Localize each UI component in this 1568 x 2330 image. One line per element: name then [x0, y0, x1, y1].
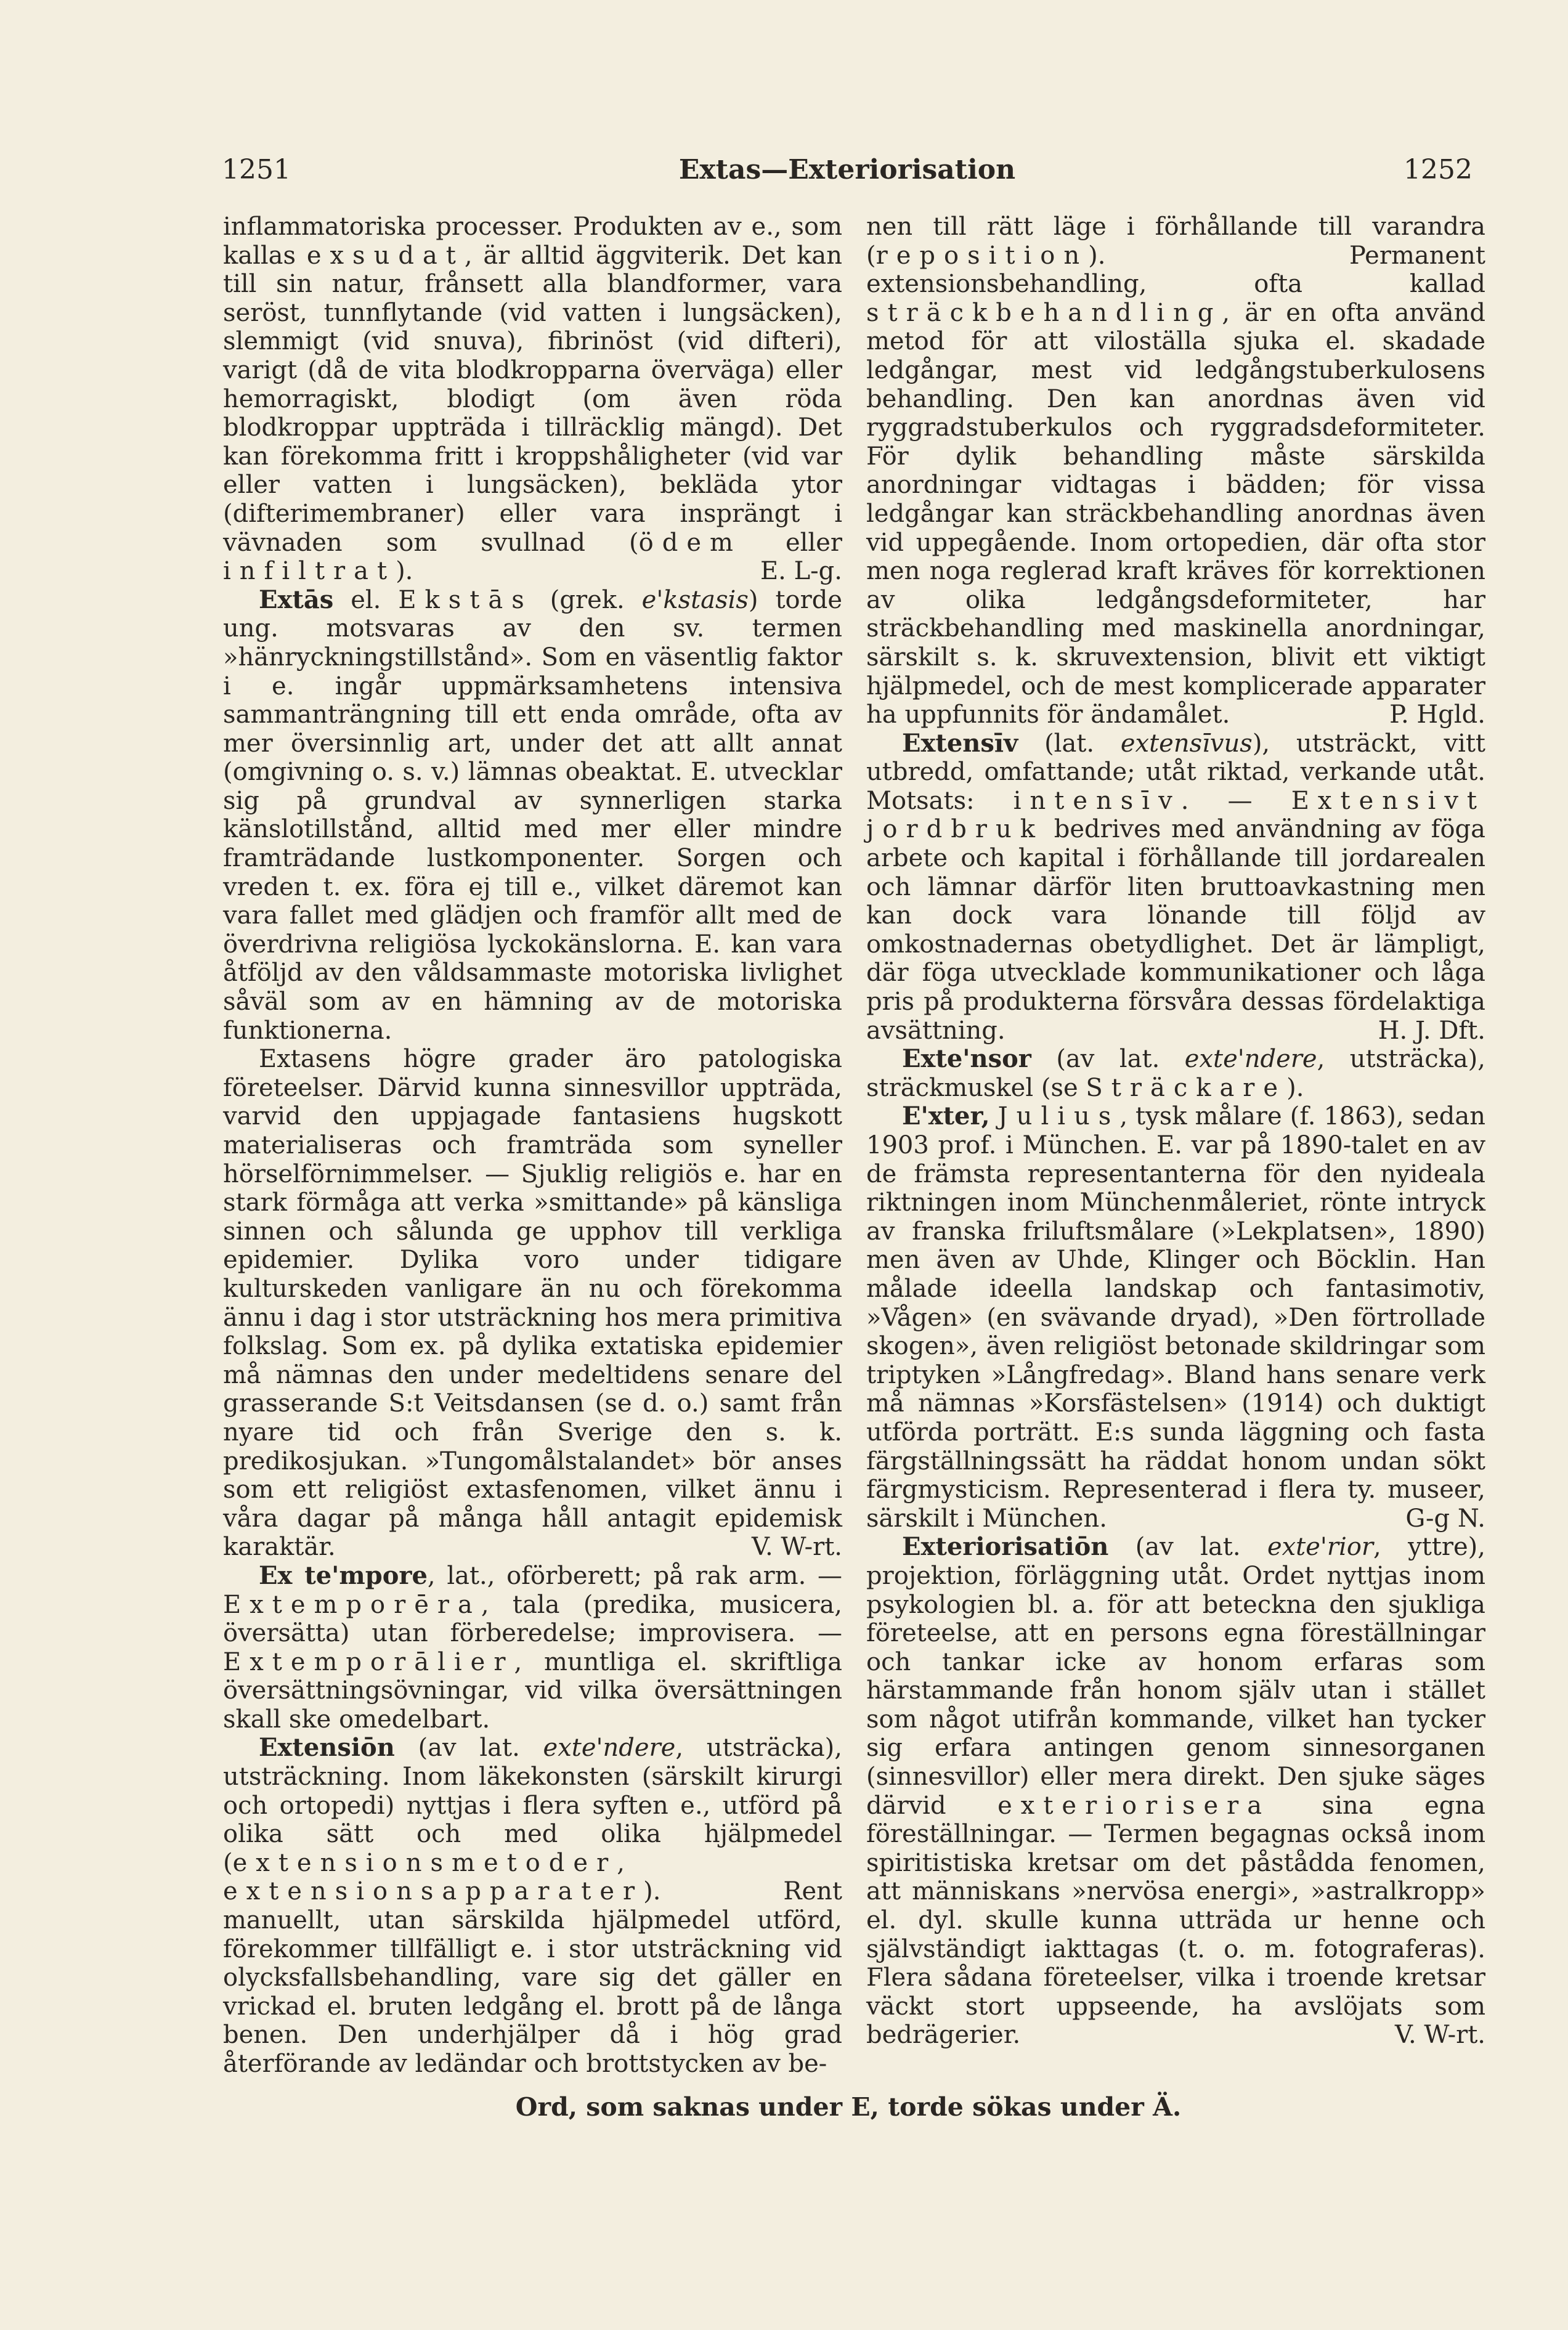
signature: H. J. Dft.: [1378, 1016, 1485, 1045]
headword: Ex te'mpore: [259, 1561, 428, 1590]
article-extas-continued: Extasens högre grader äro patologiska företeelser. Därvid kunna sinnesvillor uppträda, varvid den uppjagade fantasiens hugskott materialiseras och framträda som syneller hörselförnimmelser. — Sjuklig religiös e. har en stark förmåga att verka »smittande» på känsliga sinnen och sålunda ge upphov till verkliga epidemier. Dylika voro under tidigare kulturskeden vanligare än nu och förekomma ännu i dag i stor utsträckning hos mera primitiva folkslag. Som ex. på dylika extatiska epidemier må nämnas den under medeltidens senare del grasserande S:t Veitsdansen (se d. o.) samt från nyare tid och från Sverige den s. k. predikosjukan. »Tungomålstalandet» bör anses som ett religiöst extasfenomen, vilket ännu i våra dagar på många håll antagit epidemisk karaktär. V. W-rt.: [223, 1045, 842, 1562]
article-exter: E'xter, Julius, tysk målare (f. 1863), sedan 1903 prof. i München. E. var på 1890-talet en av de främsta representanterna för den nyideala riktningen inom Münchenmåleriet, rönte intryck av franska friluftsmålare (»Lekplatsen», 1890) men även av Uhde, Klinger och Böcklin. Han målade ideella landskap och fantasimotiv, »Vågen» (en svävande dryad), »Den förtrollade skogen», även religiöst betonade skildringar som triptyken »Långfredag». Bland hans senare verk må nämnas »Korsfästelsen» (1914) och duktigt utförda porträtt. E:s sunda läggning och fasta färgställningssätt ha räddat honom undan sökt färgmysticism. Representerad i flera ty. museer, särskilt i München. G-g N.: [866, 1102, 1486, 1533]
signature: P. Hgld.: [1389, 700, 1485, 729]
headword: E'xter,: [902, 1102, 990, 1131]
signature: E. L-g.: [760, 557, 842, 586]
headword: Exte'nsor: [902, 1044, 1031, 1074]
article-extas: Extās el. Ekstās (grek. e'kstasis) torde ung. motsvaras av den sv. termen »hänryckningstillstånd». Som en väsentlig faktor i e. ingår uppmärksamhetens intensiva sammanträngning till ett enda område, ofta av mer översinnlig art, under det att allt annat (omgivning o. s. v.) lämnas obeaktat. E. utvecklar sig på grundval av synnerligen starka känslotillstånd, alltid med mer eller mindre framträdande lustkomponenter. Sorgen och vreden t. ex. föra ej till e., vilket däremot kan vara fallet med glädjen och framför allt med de överdrivna religiösa lyckokänslorna. E. kan vara åtföljd av den våldsammaste motoriska livlighet såväl som av en hämning av de motoriska funktionerna.: [223, 585, 842, 1045]
page-header: [222, 154, 1473, 191]
article-exsudat-continuation: inflammatoriska processer. Produkten av e., som kallas exsudat, är alltid äggviterik. Det kan till sin natur, frånsett alla blandformer, vara seröst, tunnflytande (vid vatten i lungsäcken), slemmigt (vid snuva), fibrinöst (vid difteri), varigt (då de vita blodkropparna överväga) eller hemorragiskt, blodigt (om även röda blodkroppar uppträda i tillräcklig mängd). Det kan förekomma fritt i kroppshåligheter (vid var eller vatten i lungsäcken), bekläda ytor (difterimembraner) eller vara insprängt i vävnaden som svullnad (ödem eller infiltrat). E. L-g.: [223, 213, 843, 586]
headword: Exteriorisatiōn: [902, 1532, 1109, 1562]
headword: Extās: [259, 585, 334, 614]
headword: Extensīv: [902, 728, 1018, 758]
article-extension: Extensiōn (av lat. exte'ndere, utsträcka), utsträckning. Inom läkekonsten (särskilt kirurgi och ortopedi) nyttjas i flera syften e., utförd på olika sätt och med olika hjälpmedel (extensionsmetoder, extensionsapparater). Rent manuellt, utan särskilda hjälpmedel utförd, förekommer tillfälligt e. i stor utsträckning vid olycksfallsbehandling, vare sig det gäller en vrickad el. bruten ledgång el. brott på de långa benen. Den underhjälper då i hög grad återförande av ledändar och brottstycken av be-: [223, 1733, 842, 2078]
signature: V. W-rt.: [752, 1533, 842, 1562]
running-title: Extas—Exteriorisation: [678, 154, 1016, 185]
article-ex-tempore: Ex te'mpore, lat., oförberett; på rak arm. — Extemporēra, tala (predika, musicera, översätta) utan förberedelse; improvisera. — Extemporālier, muntliga el. skriftliga översättningsövningar, vid vilka översättningen skall ske omedelbart.: [223, 1561, 842, 1734]
article-extensor: Exte'nsor (av lat. exte'ndere, utsträcka), sträckmuskel (se Sträckare).: [866, 1044, 1485, 1102]
page-number-left: 1251: [222, 154, 291, 185]
article-extensiv: Extensīv (lat. extensīvus), utsträckt, vitt utbredd, omfattande; utåt riktad, verkande utåt. Motsats: intensīv. — Extensivt jordbruk bedrives med användning av föga arbete och kapital i förhållande till jordarealen och lämnar därför liten bruttoavkastning men kan dock vara lönande till följd av omkostnadernas obetydlighet. Det är lämpligt, där föga utvecklade kommunikationer och låga pris på produkterna försvåra dessas fördelaktiga avsättning. H. J. Dft.: [866, 728, 1486, 1045]
article-extension-continued: nen till rätt läge i förhållande till varandra (reposition). Permanent extensionsbehandling, ofta kallad sträckbehandling, är en ofta använd metod för att viloställa sjuka el. skadade ledgångar, mest vid ledgångstuberkulosens behandling. Den kan anordnas även vid ryggradstuberkulos och ryggradsdeformiteter. För dylik behandling måste särskilda anordningar vidtagas i bädden; för vissa ledgångar kan sträckbehandling anordnas även vid uppegående. Inom ortopedien, där ofta stor men noga reglerad kraft kräves för korrektionen av olika ledgångsdeformiteter, har sträckbehandling med maskinella anordningar, särskilt s. k. skruvextension, blivit ett viktigt hjälpmedel, och de mest komplicerade apparater ha uppfunnits för ändamålet. P. Hgld.: [866, 213, 1485, 729]
signature: V. W-rt.: [1395, 2021, 1485, 2050]
footer-note: Ord, som saknas under E, torde sökas under Ä.: [515, 2092, 1182, 2122]
signature: G-g N.: [1405, 1504, 1485, 1533]
article-exteriorisation: Exteriorisatiōn (av lat. exte'rior, yttre), projektion, förläggning utåt. Ordet nyttjas inom psykologien bl. a. för att beteckna den sjukliga företeelse, att en persons egna föreställningar och tankar icke av honom erfaras som härstammande från honom själv utan i stället som något utifrån kommande, vilket han tycker sig erfara antingen genom sinnesorganen (sinnesvillor) eller mera direkt. Den sjuke säges därvid exteriorisera sina egna föreställningar. — Termen begagnas också inom spiritistiska kretsar om det påstådda fenomen, att människans »nervösa energi», »astralkropp» el. dyl. skulle kunna utträda ur henne och självständigt iakttagas (t. o. m. fotograferas). Flera sådana företeelser, vilka i troende kretsar väckt stort uppseende, ha avslöjats som bedrägerier. V. W-rt.: [866, 1532, 1485, 2050]
headword: Extensiōn: [259, 1733, 395, 1763]
right-column: [866, 213, 1485, 2050]
left-column: [223, 213, 842, 2079]
page-number-right: 1252: [1403, 154, 1473, 185]
